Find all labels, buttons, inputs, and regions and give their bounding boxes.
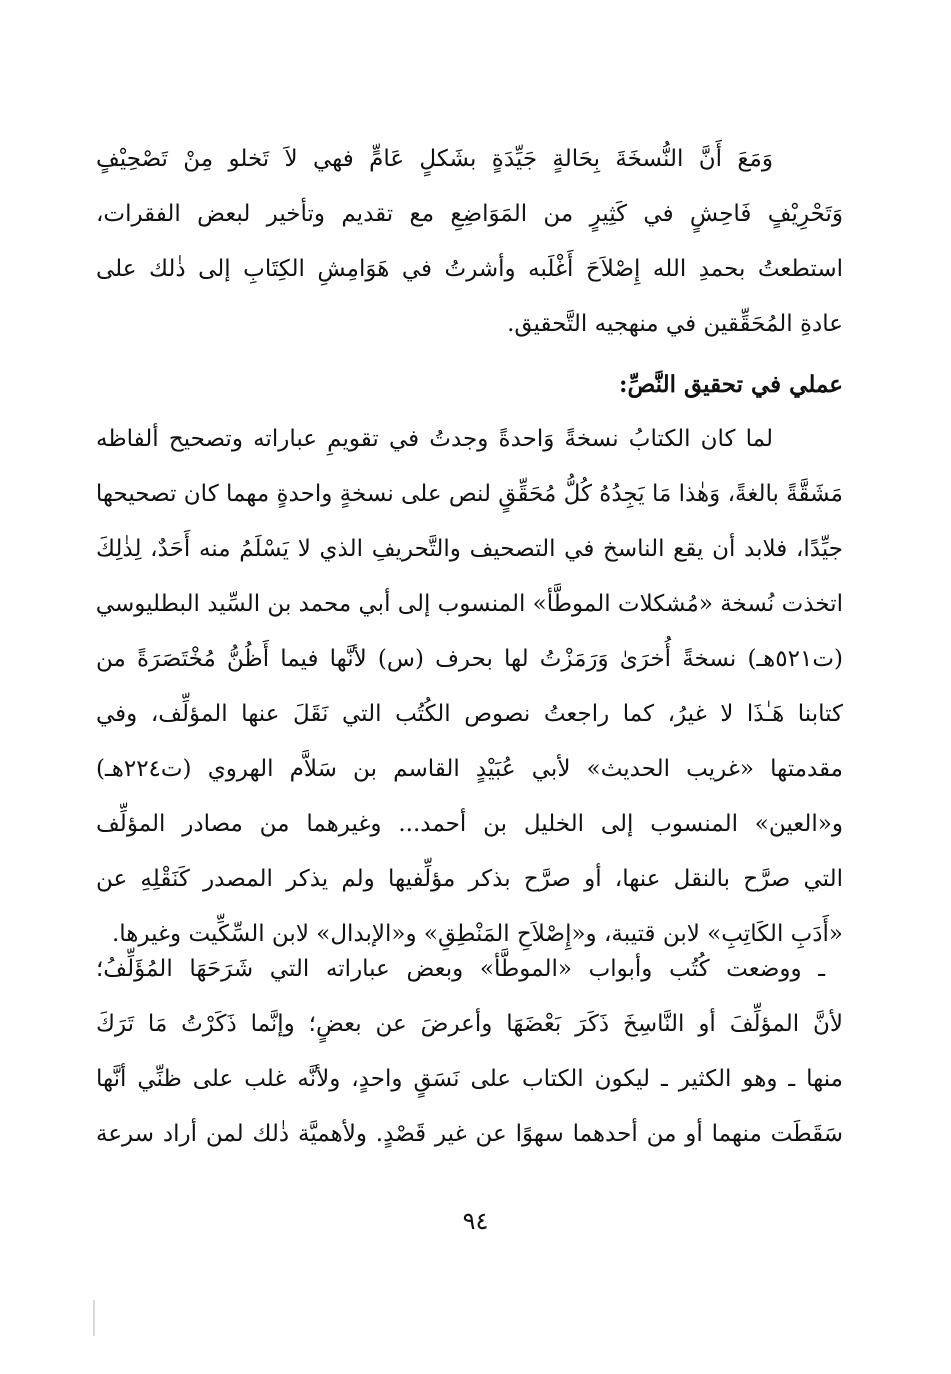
paragraph-editing-method [96, 412, 843, 962]
text-line: (ت٥٢١هـ) نسخةً أُخرَىٰ وَرَمَزْتُ لها بحرف (س) لأنَّها فيما أَظُنُّ مُخْتَصَرَةً من [96, 646, 843, 672]
text-line: جيِّدًا، فلابد أن يقع الناسخ في التصحيف والتَّحريفِ الذي لا يَسْلَمُ منه أَحَدٌ، لِذٰلِكَ [96, 536, 843, 562]
paragraph-chapters-note [96, 942, 843, 1162]
section-heading: عملي في تحقيق النَّصِّ: [618, 371, 843, 398]
text-line: اتخذت نُسخة «مُشكلات الموطَّأ» المنسوب إلى أبي محمد بن السِّيد البطليوسي [96, 591, 843, 617]
scan-edge-mark [93, 1300, 95, 1336]
text-line: مقدمتها «غريب الحديث» لأبي عُبَيْدٍ القاسم بن سَلاَّم الهروي (ت٢٢٤هـ) [96, 756, 843, 782]
text-line: عادةِ المُحَقِّقين في منهجيه التَّحقيق. [507, 311, 843, 337]
page-number: ٩٤ [462, 1207, 489, 1235]
text-line: سَقَطَت منهما أو من أحدهما سهوًا عن غير قَصْدٍ. ولأهميَّة ذٰلك لمن أراد سرعة [96, 1121, 843, 1147]
text-line: وَمَعَ أَنَّ النُّسخَةَ بِحَالةٍ جَيِّدَةٍ بشَكلٍ عَامٍّ فهي لاَ تَخلو مِنْ تَصْحِيْفٍ [96, 146, 773, 172]
text-line: و«العين» المنسوب إلى الخليل بن أحمد... وغيرهما من مصادر المؤلِّف [96, 811, 843, 837]
text-line: ـ ووضعت كُتُب وأبواب «الموطَّأ» وبعض عباراته التي شَرَحَهَا المُؤَلِّفُ؛ [96, 956, 825, 982]
text-line: مَشَقَّةً بالغةً، وَهٰذا مَا يَجِدُهُ كُلُّ مُحَقِّقٍ لنص على نسخةٍ واحدةٍ مهما كان تصحيحها [96, 481, 843, 507]
text-line: وَتَحْرِيْفٍ فَاحِشٍ في كَثِيرٍ من المَوَاضِعِ مع تقديم وتأخير لبعض الفقرات، [96, 201, 843, 227]
text-line: لما كان الكتابُ نسخةً وَاحدةً وجدتُ في تقويمِ عباراته وتصحيح ألفاظه [96, 426, 773, 452]
paragraph-manuscript-condition [96, 132, 843, 352]
text-line: التي صرَّح بالنقل عنها، أو صرَّح بذكر مؤلِّفيها ولم يذكر المصدر كَنَقْلِهِ عن [96, 866, 843, 892]
text-line: كتابنا هَـٰذَا لا غيرُ، كما راجعتُ نصوص الكُتُب التي نَقَلَ عنها المؤلِّف، وفي [96, 701, 843, 727]
text-line: منها ـ وهو الكثير ـ ليكون الكتاب على نَسَقٍ واحدٍ، ولأنَّه غلب على ظنِّي أنَّها [96, 1066, 843, 1092]
text-line: لأنَّ المؤلِّفَ أو النَّاسِخَ ذَكَرَ بَعْضَهَا وأعرضَ عن بعضٍ؛ وإنَّما ذَكَرْتُ مَا تَرَكَ [96, 1011, 843, 1037]
text-line: «أَدَبِ الكَاتِبِ» لابن قتيبة، و«إِصْلاَحِ المَنْطِقِ» و«الإبدال» لابن السِّكِّيت وغيرها. [111, 921, 843, 947]
text-line: استطعتُ بحمدِ الله إِصْلاَحَ أَغْلَبه وأشرتُ في هَوَامِشِ الكِتَابِ إلى ذٰلك على [96, 256, 843, 282]
